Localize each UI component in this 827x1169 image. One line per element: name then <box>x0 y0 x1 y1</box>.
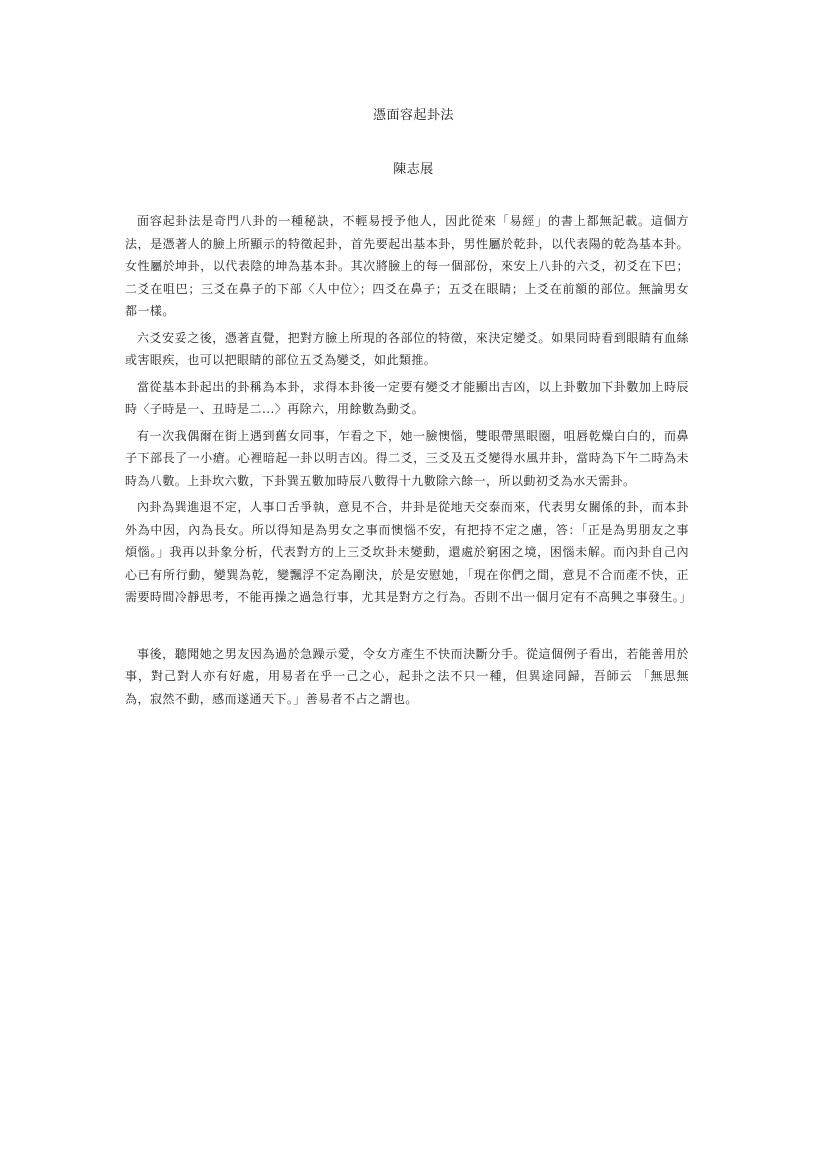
paragraph-4: 有一次我偶爾在街上遇到舊女同事，乍看之下，她一臉懊惱，雙眼帶黑眼圈，咀唇乾燥白白的，而鼻子下部長了一小瘡。心裡暗起一卦以明吉凶。得二爻，三爻及五爻變得水風井卦，當時為下午二時為未時為八數。上卦坎六數，下卦巽五數加時辰八數得十九數除六餘一，所以動初爻為水天需卦。 <box>125 428 689 488</box>
paragraph-6: 事後，聽聞她之男友因為過於急躁示愛，令女方產生不快而決斷分手。從這個例子看出，若能善用於事，對己對人亦有好處，用易者在乎一己之心，起卦之法不只一種，但異途同歸，吾師云 「無思無為，寂然不動，感而遂通天下。」善易者不占之謂也。 <box>125 646 689 706</box>
document-title: 憑面容起卦法 <box>372 108 454 123</box>
document-author: 陳志展 <box>393 162 434 177</box>
paragraph-5: 內卦為巽進退不定，人事口舌爭執，意見不合，井卦是從地天交泰而來，代表男女關係的卦，而本卦外為中因，內為長女。所以得知是為男女之事而懊惱不安，有把持不定之慮，答：「正是為男朋友之事煩惱。」我再以卦象分析，代表對方的上三爻坎卦未變動，還處於窮困之境，困惱未解。而內卦自己內心已有所行動，變巽為乾，變飄浮不定為剛決，於是安慰她，「現在你們之間，意見不合而產不快，正需要時間冷靜思考，不能再操之過急行事，尤其是對方之行為。否則不出一個月定有不高興之事發生。」 <box>125 500 692 604</box>
document-body <box>125 210 692 710</box>
paragraph-3: 當從基本卦起出的卦稱為本卦，求得本卦後一定要有變爻才能顯出吉凶，以上卦數加下卦數加上時辰時〈子時是一、丑時是二...〉再除六，用餘數為動爻。 <box>125 379 689 416</box>
paragraph-1: 面容起卦法是奇門八卦的一種秘訣，不輕易授予他人，因此從來「易經」的書上都無記載。這個方法，是憑著人的臉上所顯示的特徵起卦，首先要起出基本卦，男性屬於乾卦，以代表陽的乾為基本卦。女性屬於坤卦，以代表陰的坤為基本卦。其次將臉上的每一個部份，來安上八卦的六爻，初爻在下巴；二爻在咀巴；三爻在鼻子的下部〈人中位〉；四爻在鼻子；五爻在眼睛；上爻在前額的部位。無論男女都一樣。 <box>125 214 689 318</box>
paragraph-2: 六爻安妥之後，憑著直覺，把對方臉上所現的各部位的特徵，來決定變爻。如果同時看到眼睛有血絲或害眼疾，也可以把眼睛的部位五爻為變爻，如此類推。 <box>125 330 689 367</box>
